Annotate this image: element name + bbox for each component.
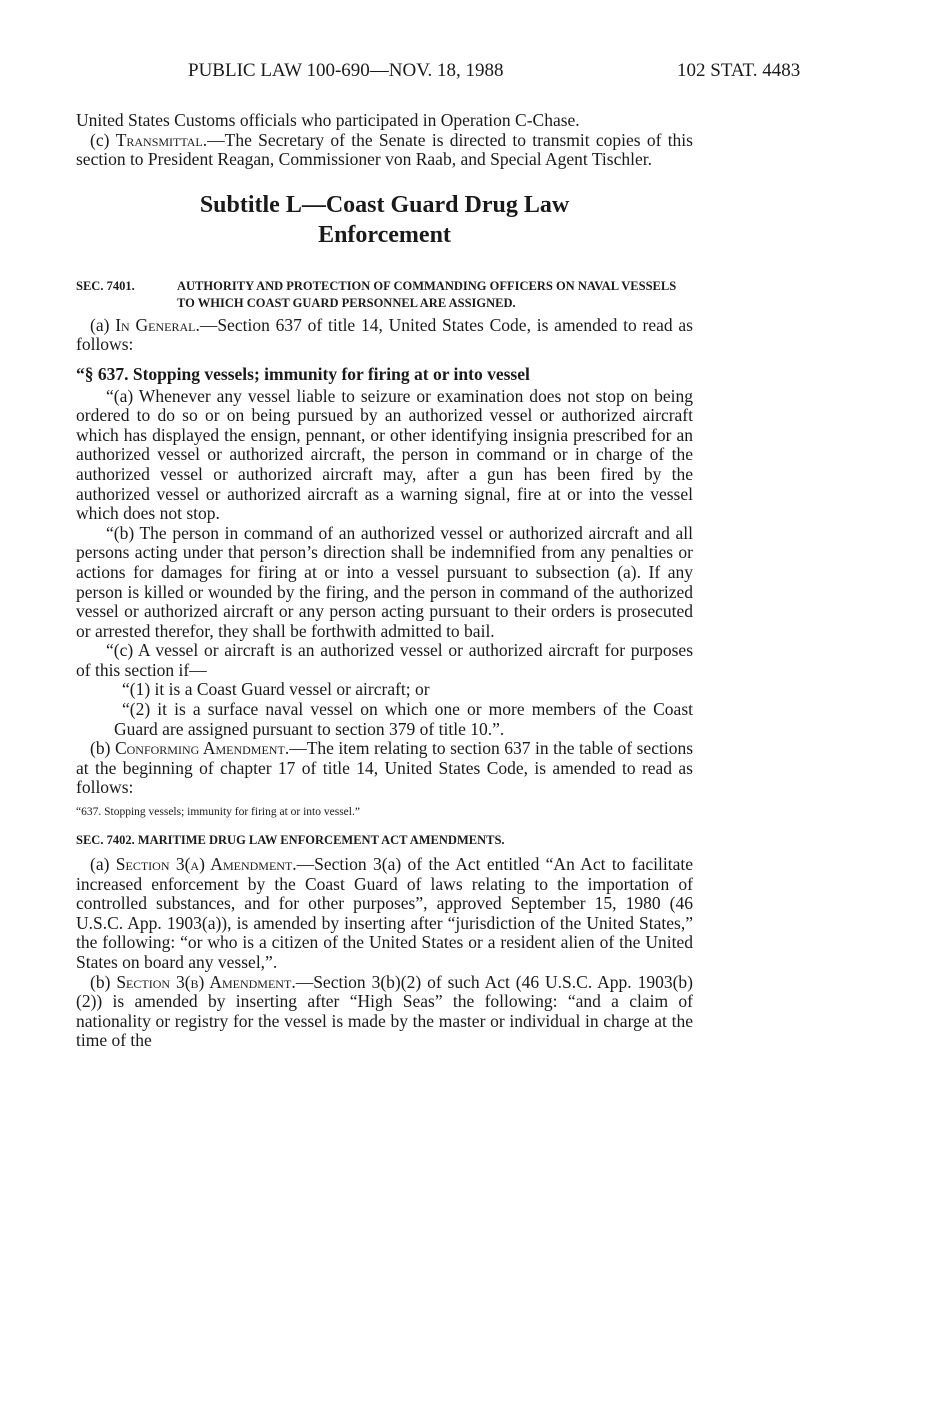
section-heading-7402: SEC. 7402. MARITIME DRUG LAW ENFORCEMENT ACT AMENDMENTS.	[76, 833, 505, 848]
section-number: SEC. 7401.	[76, 278, 135, 293]
paragraph-637-a: “(a) Whenever any vessel liable to seizure or examination does not stop on being ordered to do so or on being pursued by an authorized vessel or authorized aircraft which has displayed the ensign, pennant, or other identifying insignia prescribed for an authorized vessel or authorized aircraft, the person in command or in charge of the authorized vessel or authorized aircraft may, after a gun has been fired by the authorized vessel or authorized aircraft as a warning signal, fire at or into the vessel which does not stop.	[76, 385, 693, 524]
subsection-text: .—Section 3(b)(2) of such Act (46 U.S.C. App. 1903(b)(2)) is amended by inserting after “High Seas” the following: “and a claim of nationality or registry for the vessel is made by the master or individual in charge at the time of the	[76, 971, 693, 1051]
subsection-label: Section 3(a) Amendment	[115, 854, 293, 875]
subsection-number: (b)	[90, 738, 115, 759]
subsection-number: (c)	[90, 129, 116, 150]
subsection-text: .—Section 3(a) of the Act entitled “An Act to facilitate increased enforcement by the Coast Guard of laws relating to the importation of controlled substances, and for other purposes”, approved September 15, 1980 (46 U.S.C. App. 1903(a)), is amended by inserting after “jurisdiction of the United States,” the following: “or who is a citizen of the United States or a resident alien of the United States on board any vessel,”.	[76, 854, 693, 972]
subsection-text: .—Section 637 of title 14, United States Code, is amended to read as follows:	[76, 314, 693, 355]
subsection-label: Section 3(b) Amendment	[116, 971, 292, 992]
subsection-number: (b)	[90, 971, 117, 992]
table-of-sections-item: “637. Stopping vessels; immunity for firing at or into vessel.”	[76, 806, 360, 819]
subsection-label: In General	[115, 314, 196, 335]
section-title: AUTHORITY AND PROTECTION OF COMMANDING OFFICERS ON NAVAL VESSELS TO WHICH COAST GUARD PERSONNEL ARE ASSIGNED.	[177, 278, 677, 310]
paragraph-conforming-amendment	[76, 739, 693, 798]
paragraph-transmittal	[76, 131, 693, 170]
section-heading-7401	[76, 278, 693, 312]
subsection-number: (a)	[90, 854, 116, 875]
paragraph-continuation: United States Customs officials who participated in Operation C-Chase.	[76, 110, 580, 130]
subsection-text: .—The Secretary of the Senate is directed to transmit copies of this section to President Reagan, Commissioner von Raab, and Special Agent Tischler.	[76, 129, 693, 170]
subtitle-heading: Subtitle L—Coast Guard Drug Law Enforcement	[199, 191, 570, 248]
paragraph-637-c: “(c) A vessel or aircraft is an authorized vessel or authorized aircraft for purposes of this section if—	[76, 640, 693, 680]
header-page-number: 102 STAT. 4483	[677, 60, 801, 81]
subsection-number: (a)	[90, 314, 116, 335]
paragraph-section-3b-amendment	[76, 973, 693, 1051]
paragraph-637-c-2: “(2) it is a surface naval vessel on which one or more members of the Coast Guard are assigned pursuant to section 379 of title 10.”.	[114, 699, 693, 739]
paragraph-637-b: “(b) The person in command of an authorized vessel or authorized aircraft and all persons acting under that person’s direction shall be indemnified from any penalties or actions for damages for firing at or into a vessel pursuant to subsection (a). If any person is killed or wounded by the firing, and the person in command of the authorized vessel or authorized aircraft or any person acting pursuant to their orders is prosecuted or arrested therefor, they shall be forthwith admitted to bail.	[76, 522, 693, 641]
subsection-label: Conforming Amendment	[114, 738, 285, 759]
subsection-text: .—The item relating to section 637 in the table of sections at the beginning of chapter 17 of title 14, United States Code, is amended to read as follows:	[76, 738, 694, 798]
header-title: PUBLIC LAW 100-690—NOV. 18, 1988	[188, 60, 504, 81]
paragraph-section-3a-amendment	[76, 855, 693, 973]
section-637-heading: “§ 637. Stopping vessels; immunity for firing at or into vessel	[76, 363, 530, 384]
document-body	[76, 111, 693, 1051]
subsection-label: Transmittal	[115, 129, 203, 150]
paragraph-in-general	[76, 316, 693, 355]
paragraph-637-c-1: “(1) it is a Coast Guard vessel or aircraft; or	[122, 679, 430, 700]
